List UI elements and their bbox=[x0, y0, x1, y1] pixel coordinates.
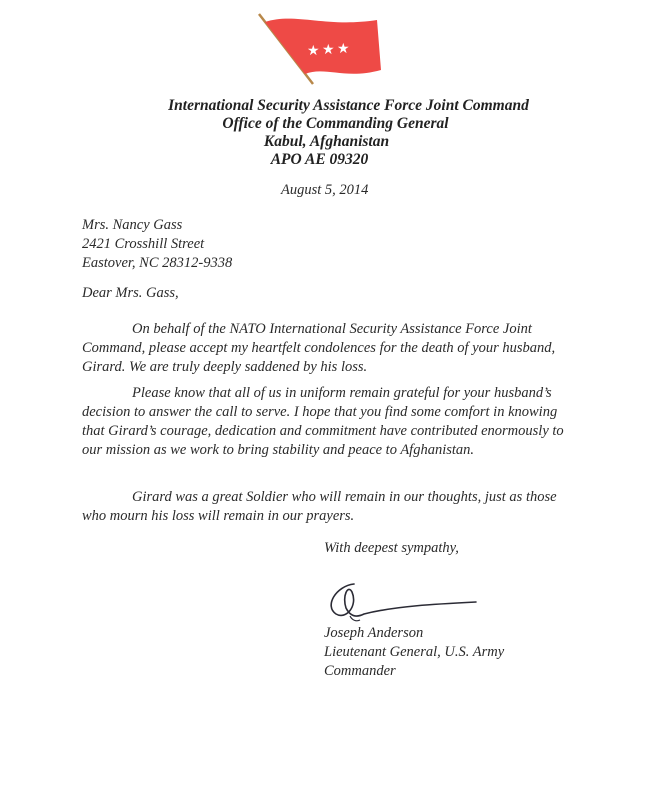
letter-date: August 5, 2014 bbox=[281, 182, 369, 198]
signature-block bbox=[324, 624, 504, 681]
letterhead-command: International Security Assistance Force Joint Command bbox=[168, 97, 529, 114]
svg-text:★: ★ bbox=[307, 43, 320, 59]
general-officer-flag-icon bbox=[255, 10, 390, 100]
body-paragraph-2: Please know that all of us in uniform remain grateful for your husband’s decision to answer the call to serve. I hope that you find some comfort in knowing that Girard’s courage, dedication and commitment have contributed enormously to our mission as we work to bring stability and peace to Afghanistan. bbox=[82, 385, 564, 458]
letterhead-location: Kabul, Afghanistan bbox=[263, 133, 390, 150]
salutation: Dear Mrs. Gass, bbox=[82, 285, 179, 301]
recipient-street: 2421 Crosshill Street bbox=[82, 236, 205, 252]
recipient-name: Mrs. Nancy Gass bbox=[82, 217, 183, 233]
svg-text:★: ★ bbox=[322, 42, 335, 58]
letterhead bbox=[0, 97, 653, 169]
signer-rank: Lieutenant General, U.S. Army bbox=[324, 644, 505, 660]
letterhead-office: Office of the Commanding General bbox=[222, 115, 449, 132]
body-paragraph-3: Girard was a great Soldier who will remain in our thoughts, just as those who mourn his loss will remain in our prayers. bbox=[82, 489, 557, 524]
signer-name: Joseph Anderson bbox=[324, 625, 424, 641]
recipient-address bbox=[82, 216, 232, 273]
body-paragraph-1: On behalf of the NATO International Security Assistance Force Joint Command, please accept my heartfelt condolences for the death of your husband, Girard. We are truly deeply saddened by his loss. bbox=[82, 321, 556, 375]
recipient-city: Eastover, NC 28312-9338 bbox=[82, 255, 233, 271]
closing: With deepest sympathy, bbox=[324, 540, 459, 556]
svg-text:★: ★ bbox=[337, 41, 350, 57]
letterhead-apo: APO AE 09320 bbox=[270, 151, 369, 168]
handwritten-signature bbox=[316, 576, 481, 624]
signer-title: Commander bbox=[324, 663, 396, 679]
